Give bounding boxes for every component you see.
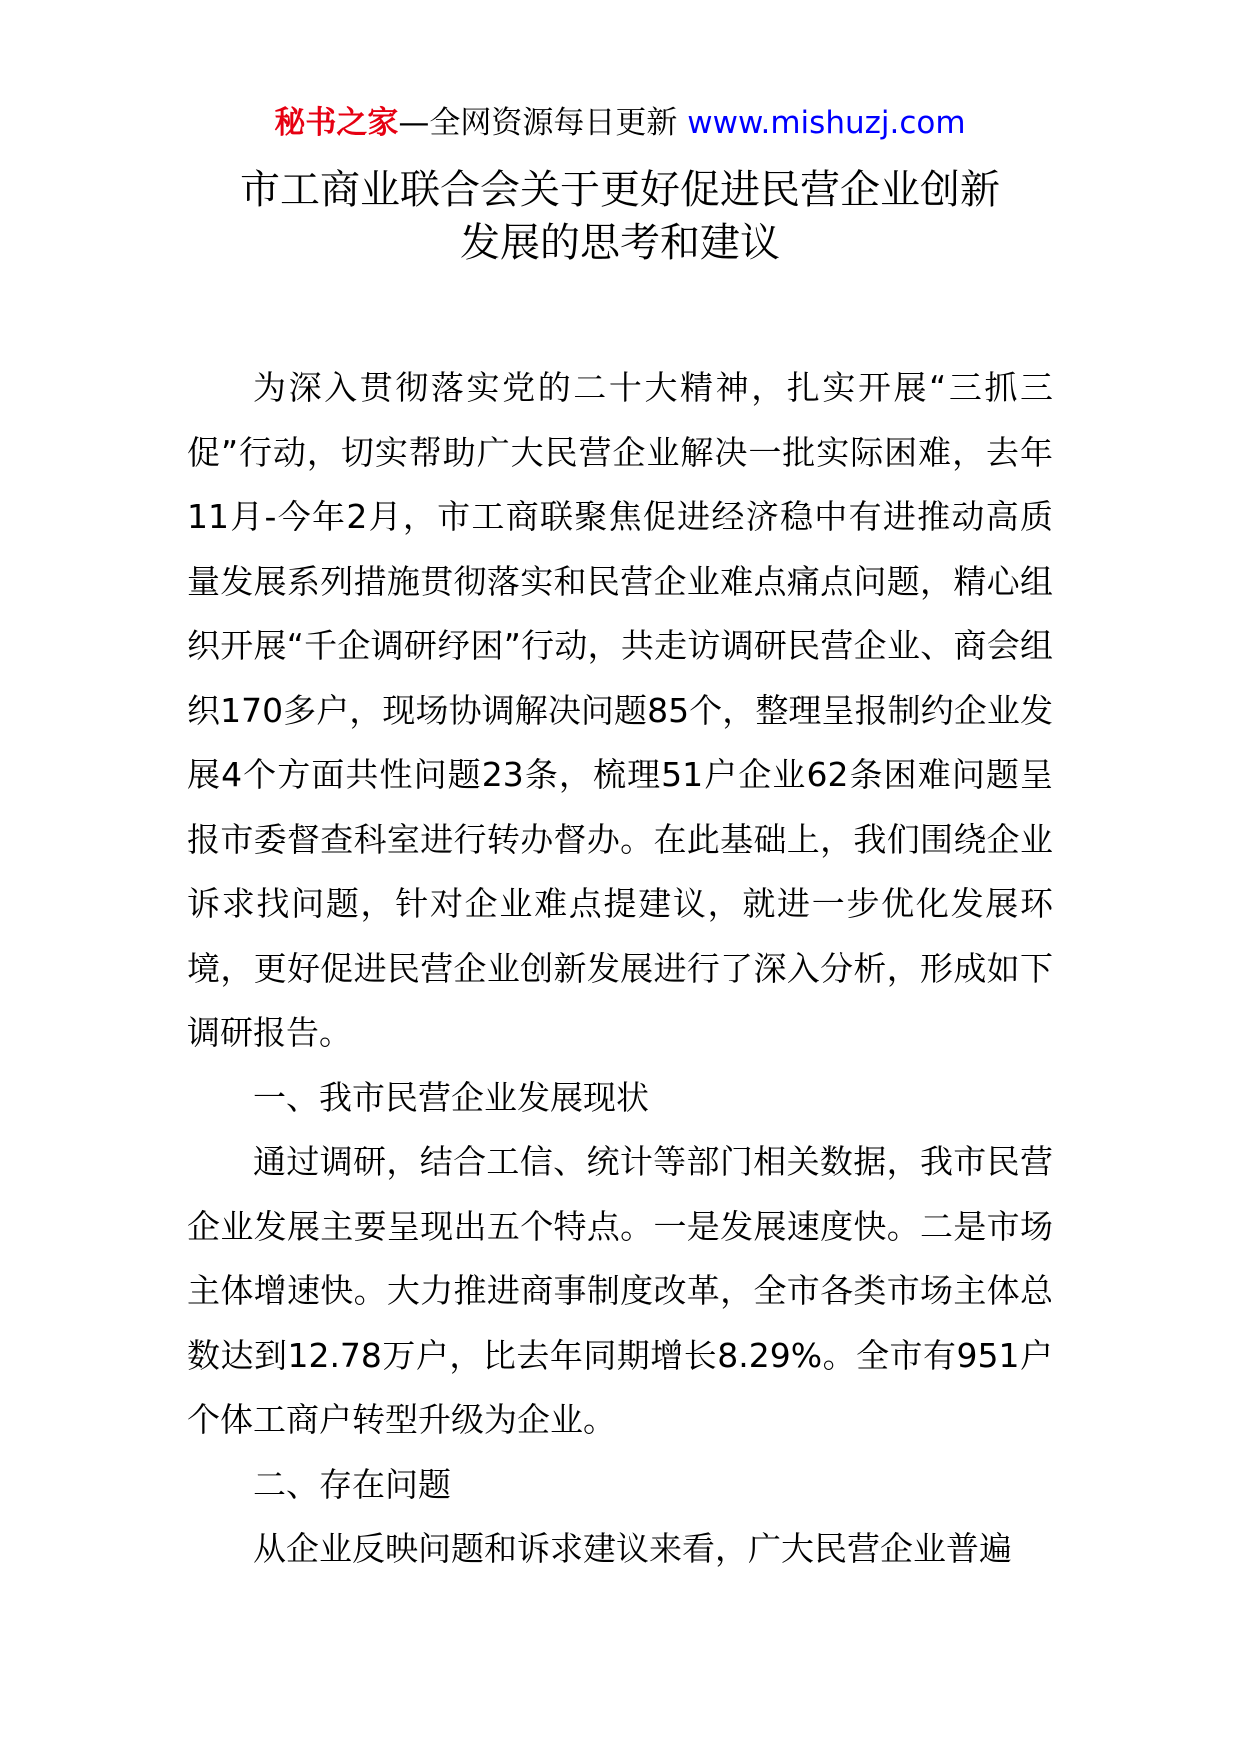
site-url-link[interactable]: www.mishuzj.com <box>687 105 966 141</box>
status-paragraph: 通过调研，结合工信、统计等部门相关数据，我市民营企业发展主要呈现出五个特点。一是发展速度快。二是市场主体增速快。大力推进商事制度改革，全市各类市场主体总数达到12.78万户，比去年同期增长8.29%。全市有951户个体工商户转型升级为企业。 <box>187 1142 1053 1439</box>
title-line-1: 市工商业联合会关于更好促进民营企业创新 <box>240 167 1000 213</box>
banner-tagline: —全网资源每日更新 <box>398 105 678 141</box>
problems-paragraph: 从企业反映问题和诉求建议来看，广大民营企业普遍 <box>253 1529 1012 1568</box>
intro-paragraph: 为深入贯彻落实党的二十大精神，扎实开展“三抓三促”行动，切实帮助广大民营企业解决一批实际困难，去年11月-今年2月，市工商联聚焦促进经济稳中有进推动高质量发展系列措施贯彻落实和民营企业难点痛点问题，精心组织开展“千企调研纾困”行动，共走访调研民营企业、商会组织170多户，现场协调解决问题85个，整理呈报制约企业发展4个方面共性问题23条，梳理51户企业62条困难问题呈报市委督查科室进行转办督办。在此基础上，我们围绕企业诉求找问题，针对企业难点提建议，就进一步优化发展环境，更好促进民营企业创新发展进行了深入分析，形成如下调研报告。 <box>187 368 1053 1052</box>
document-body <box>187 356 1053 1582</box>
brand-name: 秘书之家 <box>274 105 399 141</box>
title-line-2: 发展的思考和建议 <box>460 220 780 266</box>
site-banner <box>0 102 1240 144</box>
section-heading-status: 一、我市民营企业发展现状 <box>253 1077 649 1117</box>
section-heading-problems: 二、存在问题 <box>253 1464 451 1504</box>
document-title <box>0 164 1240 270</box>
